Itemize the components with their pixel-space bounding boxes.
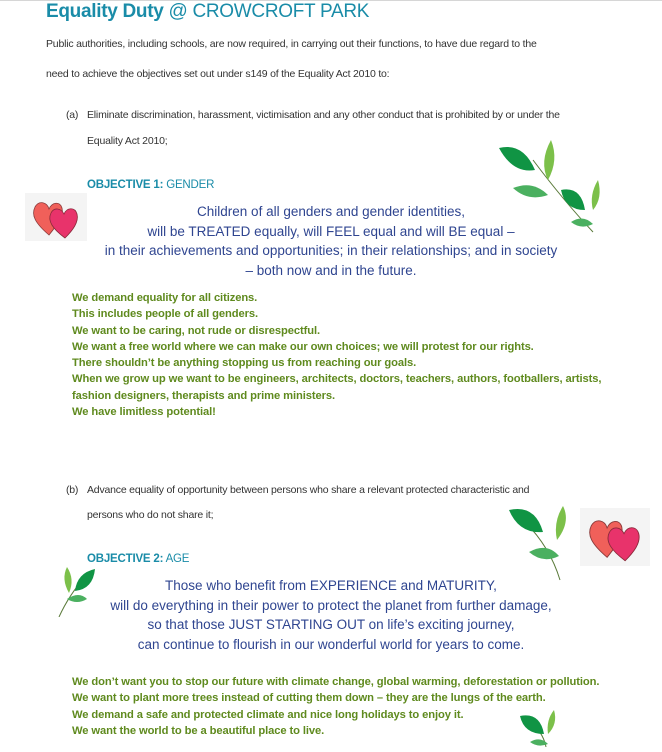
leaves-icon	[55, 565, 97, 617]
section-a-line-1: Eliminate discrimination, harassment, victimisation and any other conduct that is prohibited by or under the	[87, 109, 560, 121]
hearts-icon	[25, 193, 87, 241]
objective-2-statement	[0, 576, 662, 654]
objective-1-heading	[87, 179, 214, 191]
point-line: We want to plant more trees instead of cutting them down – they are the lungs of the earth.	[72, 692, 546, 705]
point-line: We want to be caring, not rude or disrespectful.	[72, 324, 320, 337]
section-b-line-1: Advance equality of opportunity between persons who share a relevant protected characteristic and	[87, 484, 530, 496]
statement-line: in their achievements and opportunities; in their relationships; and in society	[104, 243, 558, 258]
point-line: We want the world to be a beautiful place to live.	[72, 724, 325, 737]
objective-2-label: OBJECTIVE 2:	[87, 553, 164, 565]
point-line: There shouldn’t be anything stopping us from reaching our goals.	[72, 357, 417, 370]
statement-line: Children of all genders and gender identities,	[197, 204, 465, 219]
page-title	[46, 1, 369, 23]
hearts-icon	[580, 508, 650, 566]
point-line: We have limitless potential!	[72, 406, 216, 419]
statement-line: will do everything in their power to protect the planet from further damage,	[110, 597, 552, 613]
leaves-icon	[493, 140, 608, 235]
section-b-line-2: persons who do not share it;	[87, 509, 214, 521]
objective-2-topic: AGE	[163, 553, 190, 565]
objective-2-heading	[87, 553, 189, 565]
point-line: We demand equality for all citizens.	[72, 292, 258, 304]
intro-line-2: need to achieve the objectives set out under s149 of the Equality Act 2010 to:	[46, 68, 390, 80]
statement-line: will be TREATED equally, will FEEL equal and will BE equal –	[147, 223, 515, 239]
section-a-line-2: Equality Act 2010;	[87, 135, 168, 147]
objective-1-label: OBJECTIVE 1:	[87, 179, 164, 191]
objective-1-points	[72, 290, 601, 420]
statement-line: can continue to flourish in our wonderful world for years to come.	[137, 636, 525, 652]
statement-line: so that those JUST STARTING OUT on life’s exciting journey,	[147, 617, 515, 632]
point-line: When we grow up we want to be engineers, architects, doctors, teachers, authors, footballers, artists,	[72, 373, 602, 386]
statement-line: – both now and in the future.	[245, 262, 417, 278]
point-line: We don’t want you to stop our future with climate change, global warming, deforestation or pollution.	[72, 676, 600, 688]
section-b-marker: (b)	[66, 484, 79, 496]
leaves-icon	[518, 710, 558, 747]
point-line: We want a free world where we can make our own choices; we will protest for our rights.	[72, 340, 534, 353]
intro-line-1: Public authorities, including schools, are now required, in carrying out their functions, to have due regard to the	[46, 38, 537, 50]
objective-1-topic: GENDER	[163, 179, 215, 191]
section-a-marker: (a)	[66, 109, 79, 121]
title-rest: @ CROWCROFT PARK	[163, 1, 370, 22]
title-bold: Equality Duty	[46, 1, 164, 22]
point-line: fashion designers, therapists and prime ministers.	[72, 389, 335, 402]
statement-line: Those who benefit from EXPERIENCE and MATURITY,	[165, 578, 497, 593]
leaves-icon	[505, 502, 577, 582]
point-line: This includes people of all genders.	[72, 308, 259, 321]
point-line: We demand a safe and protected climate and nice long holidays to enjoy it.	[72, 708, 464, 721]
